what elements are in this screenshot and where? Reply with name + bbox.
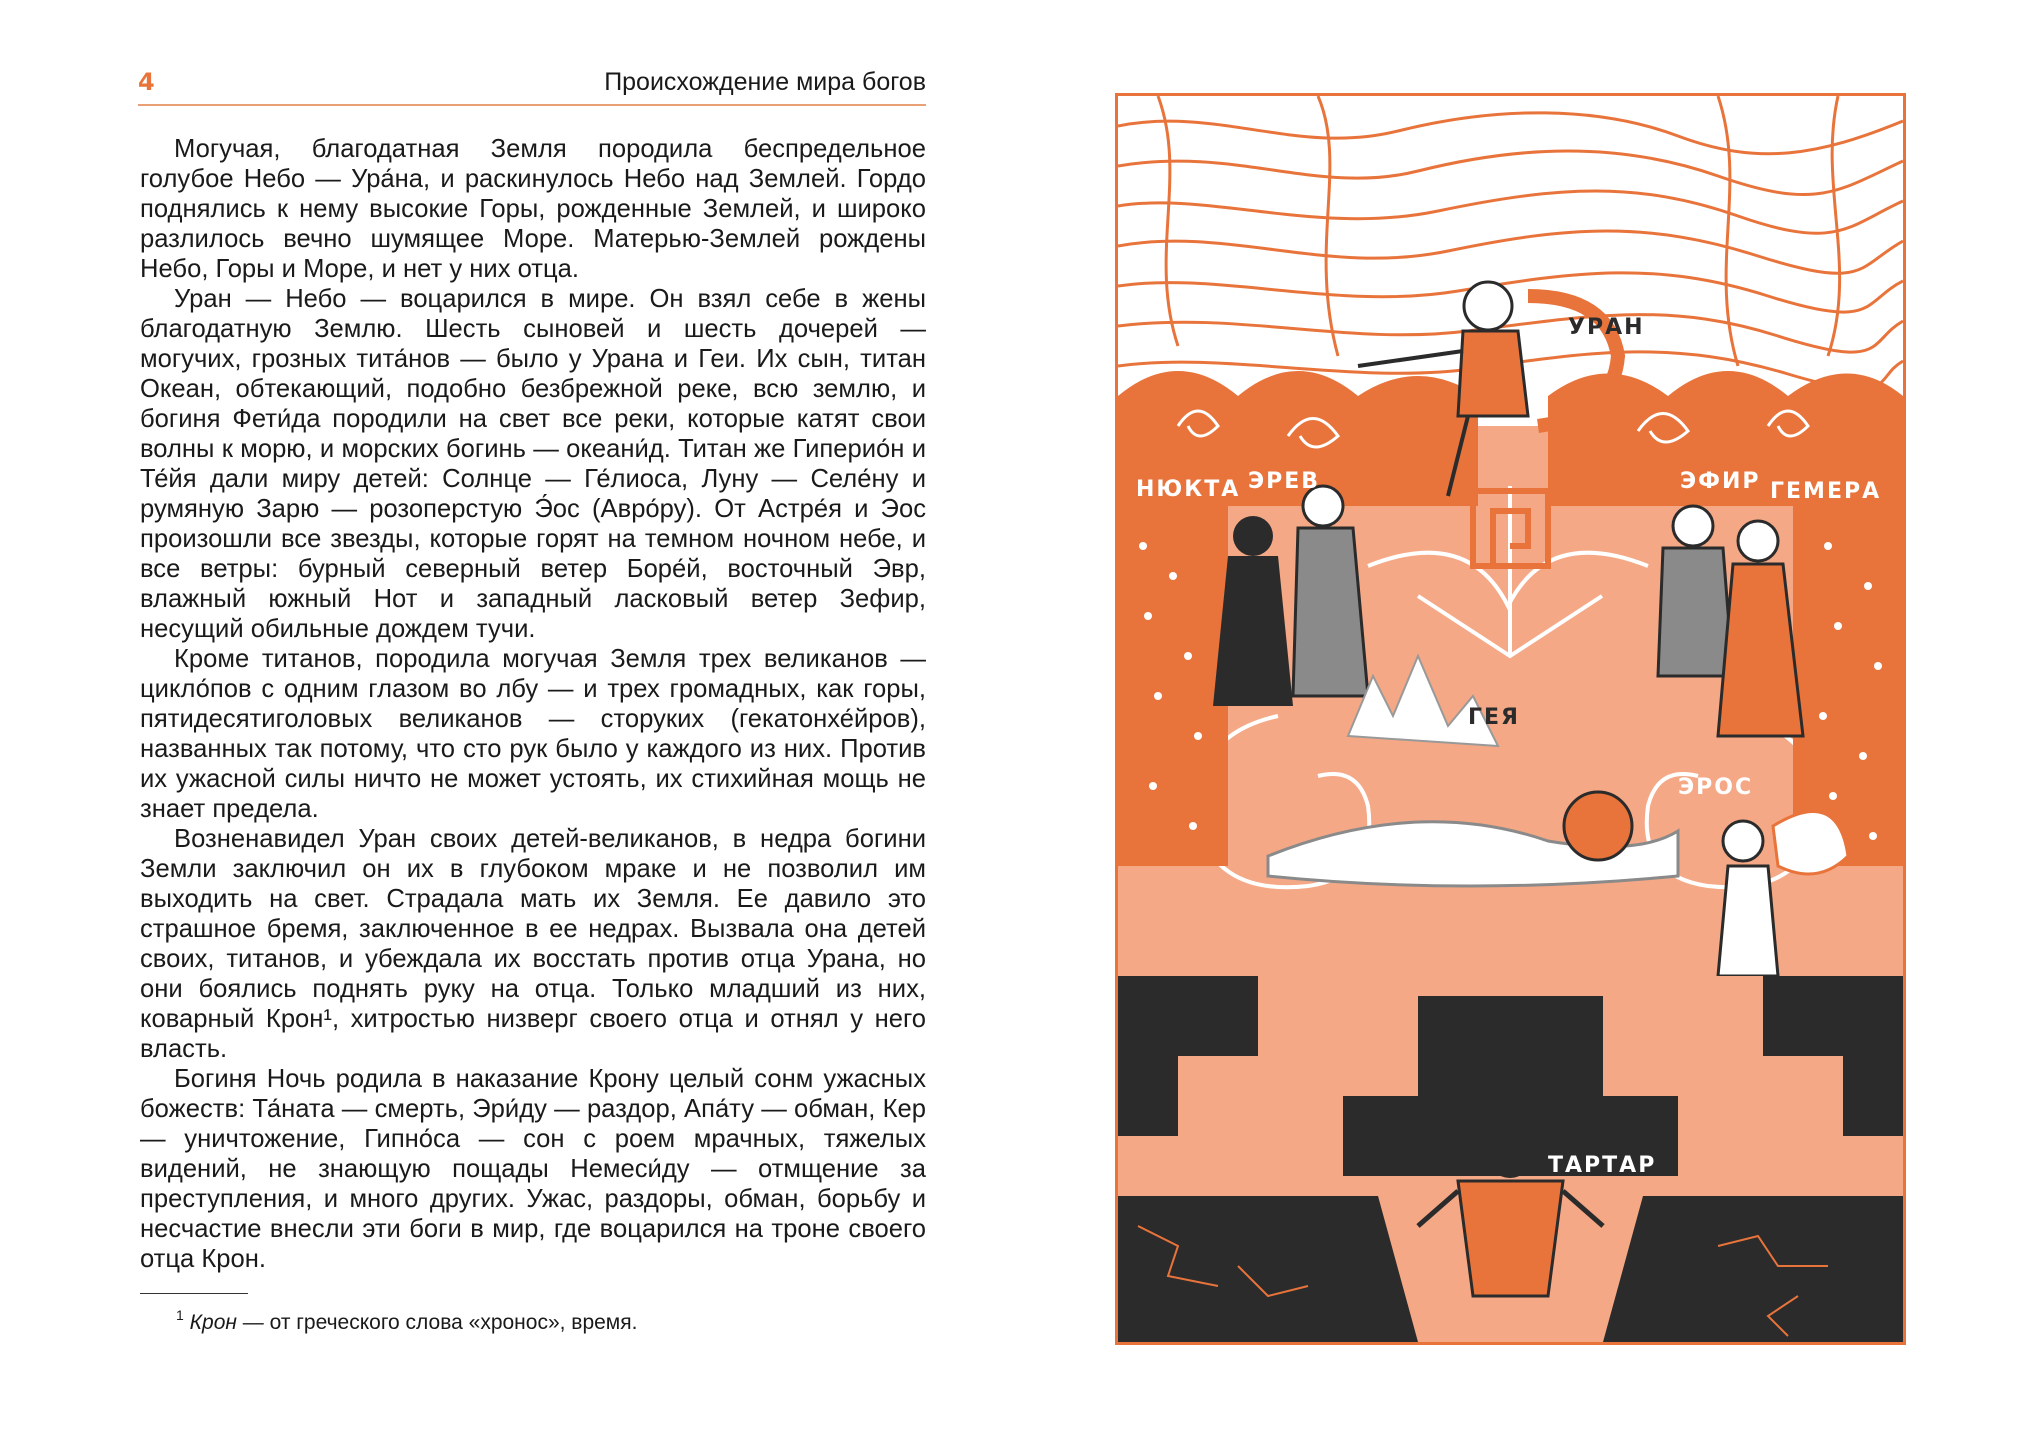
label-geya: ГЕЯ xyxy=(1468,705,1520,730)
running-title: Происхождение мира богов xyxy=(604,68,926,96)
tartarus-floor xyxy=(1603,1196,1903,1342)
paragraph: Кроме титанов, породила могучая Земля трех великанов — цикло́пов с одним глазом во лбу — и трех громадных, как горы, пятидесятиголовых великанов — сторуких (гекатонхе́йров), названных так потому, что сто рук было у каждого из них. Против их ужасной силы ничто не может устоять, их стихийная мощь не знает предела. xyxy=(140,645,926,823)
body-text xyxy=(140,134,926,1274)
label-uran: УРАН xyxy=(1568,315,1645,340)
mythology-illustration xyxy=(1115,93,1906,1345)
label-tartar: ТАРТАР xyxy=(1548,1153,1657,1178)
label-erev: ЭРЕВ xyxy=(1248,469,1321,494)
label-nyukta: НЮКТА xyxy=(1136,477,1241,502)
footnote-marker: 1 xyxy=(176,1307,184,1323)
paragraph: Возненавидел Уран своих детей-великанов, в недра богини Земли заключил он их в глубоком мраке и не позволил им выходить на свет. Страдала мать их Земля. Ее давило это страшное бремя, заключенное в ее недрах. Вызвала она детей своих, титанов, и убеждала их восстать против отца Урана, но они боялись поднять руку на отца. Только младший из них, коварный Крон¹, хитростью низверг своего отца и отнял у него власть. xyxy=(140,825,926,1063)
paragraph: Могучая, благодатная Земля породила беспредельное голубое Небо — Ура́на, и раскинулось Небо над Землей. Гордо поднялись к нему высокие Горы, рожденные Землей, и широко разлилось вечно шумящее Море. Матерью-Землей рождены Небо, Горы и Море, и нет у них отца. xyxy=(140,135,926,283)
label-gemera: ГЕМЕРА xyxy=(1770,479,1882,504)
paragraph: Богиня Ночь родила в наказание Крону целый сонм ужасных божеств: Та́ната — смерть, Эри́ду — раздор, Апа́ту — обман, Кер — уничтожение, Гипно́са — сон с роем мрачных, тяжелых видений, не знающую пощады Немеси́ду — отмщение за преступления, и много других. Ужас, раздоры, обман, борьбу и несчастие внесли эти боги в мир, где воцарился на троне своего отца Крон. xyxy=(140,1065,926,1273)
illustration-art xyxy=(1118,96,1903,1342)
footnote-text: — от греческого слова «хронос», время. xyxy=(236,1311,638,1334)
footnote xyxy=(176,1302,916,1337)
label-efir: ЭФИР xyxy=(1680,469,1761,494)
header-rule xyxy=(138,104,926,106)
footnote-rule xyxy=(140,1293,248,1294)
paragraph: Уран — Небо — воцарился в мире. Он взял себе в жены благодатную Землю. Шесть сыновей и шесть дочерей — могучих, грозных тита́нов — было у Урана и Геи. Их сын, титан Океан, обтекающий, подобно безбрежной реке, всю землю, и богиня Фети́да породили на свет все реки, которые катят свои волны к морю, и морских богинь — океани́д. Титан же Гиперио́н и Те́йя дали миру детей: Солнце — Ге́лиоса, Луну — Селе́ну и румяную Зарю — розоперстую Э́ос (Авро́ру). От Астре́я и Эос произошли все звезды, которые горят на темном ночном небе, и все ветры: бурный северный ветер Боре́й, восточный Эвр, влажный южный Нот и западный ласковый ветер Зефир, несущий обильные дождем тучи. xyxy=(140,285,926,643)
tartarus-floor xyxy=(1118,1196,1418,1342)
label-eros: ЭРОС xyxy=(1678,775,1754,800)
footnote-term: Крон xyxy=(189,1311,237,1334)
left-panel xyxy=(1118,506,1228,866)
page-number: 4 xyxy=(138,68,155,96)
